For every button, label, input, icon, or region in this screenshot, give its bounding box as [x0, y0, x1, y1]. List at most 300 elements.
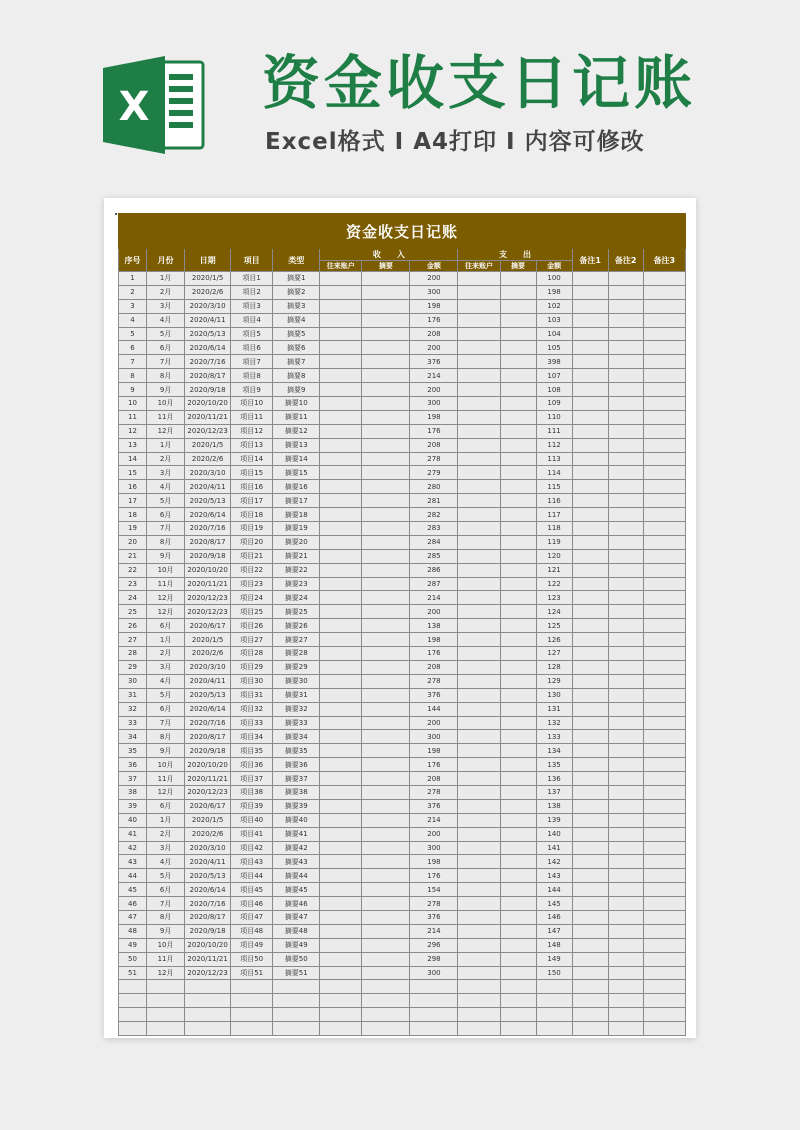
cell-expense-counterparty[interactable]: [458, 688, 500, 702]
cell-note1[interactable]: [572, 799, 608, 813]
cell-income-amount[interactable]: 283: [410, 522, 458, 536]
cell-date[interactable]: 2020/6/17: [185, 799, 231, 813]
cell-type[interactable]: 摘要20: [273, 535, 320, 549]
cell-note2[interactable]: [608, 341, 643, 355]
cell-note3[interactable]: [643, 813, 685, 827]
cell-expense-summary[interactable]: [500, 369, 536, 383]
cell-date[interactable]: 2020/3/10: [185, 299, 231, 313]
cell-date[interactable]: 2020/10/20: [185, 397, 231, 411]
cell-income-counterparty[interactable]: [320, 674, 362, 688]
cell-income-amount[interactable]: 376: [410, 910, 458, 924]
cell-type[interactable]: 摘要28: [273, 647, 320, 661]
cell-type[interactable]: 摘要11: [273, 410, 320, 424]
cell-note1[interactable]: [572, 480, 608, 494]
cell-expense-amount[interactable]: 145: [536, 897, 572, 911]
cell-project[interactable]: 项目24: [231, 591, 273, 605]
cell-type[interactable]: 摘要6: [273, 341, 320, 355]
cell-income-amount[interactable]: 376: [410, 799, 458, 813]
cell-seq[interactable]: 28: [119, 647, 147, 661]
cell-note3[interactable]: [643, 633, 685, 647]
cell-date[interactable]: 2020/6/14: [185, 508, 231, 522]
cell-type[interactable]: 摘要40: [273, 813, 320, 827]
cell-expense-amount[interactable]: 123: [536, 591, 572, 605]
cell-expense-amount[interactable]: 118: [536, 522, 572, 536]
cell-expense-counterparty[interactable]: [458, 591, 500, 605]
cell-seq[interactable]: 18: [119, 508, 147, 522]
cell-month[interactable]: 5月: [147, 869, 185, 883]
cell-type[interactable]: 摘要2: [273, 285, 320, 299]
cell-note3[interactable]: [643, 994, 685, 1008]
cell-seq[interactable]: [119, 980, 147, 994]
cell-date[interactable]: 2020/2/6: [185, 285, 231, 299]
cell-expense-counterparty[interactable]: [458, 855, 500, 869]
cell-note1[interactable]: [572, 952, 608, 966]
cell-expense-counterparty[interactable]: [458, 272, 500, 286]
cell-expense-amount[interactable]: 124: [536, 605, 572, 619]
cell-expense-amount[interactable]: 108: [536, 383, 572, 397]
cell-note3[interactable]: [643, 910, 685, 924]
cell-note1[interactable]: [572, 466, 608, 480]
cell-note1[interactable]: [572, 716, 608, 730]
cell-project[interactable]: 项目11: [231, 410, 273, 424]
cell-type[interactable]: 摘要27: [273, 633, 320, 647]
cell-type[interactable]: 摘要51: [273, 966, 320, 980]
cell-note1[interactable]: [572, 563, 608, 577]
cell-income-amount[interactable]: 278: [410, 785, 458, 799]
cell-seq[interactable]: 4: [119, 313, 147, 327]
cell-income-summary[interactable]: [362, 285, 410, 299]
cell-seq[interactable]: 50: [119, 952, 147, 966]
cell-seq[interactable]: 48: [119, 924, 147, 938]
cell-date[interactable]: 2020/11/21: [185, 772, 231, 786]
cell-expense-summary[interactable]: [500, 938, 536, 952]
cell-date[interactable]: 2020/5/13: [185, 688, 231, 702]
cell-income-counterparty[interactable]: [320, 397, 362, 411]
cell-expense-counterparty[interactable]: [458, 799, 500, 813]
cell-income-amount[interactable]: 300: [410, 841, 458, 855]
cell-income-amount[interactable]: 376: [410, 355, 458, 369]
cell-expense-amount[interactable]: 144: [536, 883, 572, 897]
cell-seq[interactable]: 21: [119, 549, 147, 563]
cell-income-summary[interactable]: [362, 938, 410, 952]
cell-expense-counterparty[interactable]: [458, 841, 500, 855]
cell-date[interactable]: 2020/1/5: [185, 438, 231, 452]
cell-seq[interactable]: 9: [119, 383, 147, 397]
cell-expense-counterparty[interactable]: [458, 563, 500, 577]
cell-date[interactable]: 2020/11/21: [185, 577, 231, 591]
cell-expense-summary[interactable]: [500, 355, 536, 369]
cell-expense-counterparty[interactable]: [458, 744, 500, 758]
cell-note2[interactable]: [608, 383, 643, 397]
cell-project[interactable]: 项目41: [231, 827, 273, 841]
cell-note1[interactable]: [572, 966, 608, 980]
cell-note2[interactable]: [608, 660, 643, 674]
cell-income-amount[interactable]: 176: [410, 647, 458, 661]
cell-date[interactable]: 2020/8/17: [185, 535, 231, 549]
cell-note3[interactable]: [643, 897, 685, 911]
cell-note2[interactable]: [608, 744, 643, 758]
cell-type[interactable]: 摘要31: [273, 688, 320, 702]
cell-income-amount[interactable]: 208: [410, 438, 458, 452]
cell-date[interactable]: 2020/8/17: [185, 910, 231, 924]
cell-project[interactable]: 项目1: [231, 272, 273, 286]
cell-note2[interactable]: [608, 688, 643, 702]
cell-note2[interactable]: [608, 327, 643, 341]
cell-expense-counterparty[interactable]: [458, 508, 500, 522]
cell-income-amount[interactable]: 286: [410, 563, 458, 577]
cell-type[interactable]: 摘要3: [273, 299, 320, 313]
cell-income-counterparty[interactable]: [320, 272, 362, 286]
cell-expense-counterparty[interactable]: [458, 813, 500, 827]
cell-expense-amount[interactable]: [536, 994, 572, 1008]
cell-income-counterparty[interactable]: [320, 730, 362, 744]
cell-expense-counterparty[interactable]: [458, 522, 500, 536]
cell-type[interactable]: 摘要4: [273, 313, 320, 327]
cell-project[interactable]: 项目18: [231, 508, 273, 522]
cell-project[interactable]: 项目27: [231, 633, 273, 647]
cell-expense-summary[interactable]: [500, 660, 536, 674]
cell-income-amount[interactable]: 296: [410, 938, 458, 952]
cell-expense-amount[interactable]: 128: [536, 660, 572, 674]
cell-income-summary[interactable]: [362, 994, 410, 1008]
cell-month[interactable]: 6月: [147, 341, 185, 355]
cell-month[interactable]: 3月: [147, 841, 185, 855]
cell-note1[interactable]: [572, 1022, 608, 1036]
cell-expense-amount[interactable]: 112: [536, 438, 572, 452]
cell-date[interactable]: 2020/1/5: [185, 633, 231, 647]
cell-expense-summary[interactable]: [500, 827, 536, 841]
cell-note1[interactable]: [572, 591, 608, 605]
cell-expense-counterparty[interactable]: [458, 952, 500, 966]
cell-income-summary[interactable]: [362, 827, 410, 841]
cell-income-counterparty[interactable]: [320, 424, 362, 438]
cell-note1[interactable]: [572, 744, 608, 758]
cell-expense-summary[interactable]: [500, 285, 536, 299]
cell-income-counterparty[interactable]: [320, 383, 362, 397]
cell-type[interactable]: [273, 1008, 320, 1022]
cell-income-amount[interactable]: 285: [410, 549, 458, 563]
cell-note3[interactable]: [643, 785, 685, 799]
cell-date[interactable]: 2020/1/5: [185, 272, 231, 286]
cell-type[interactable]: 摘要39: [273, 799, 320, 813]
cell-income-summary[interactable]: [362, 327, 410, 341]
cell-note1[interactable]: [572, 341, 608, 355]
cell-note3[interactable]: [643, 313, 685, 327]
cell-note3[interactable]: [643, 938, 685, 952]
cell-income-amount[interactable]: 198: [410, 744, 458, 758]
cell-note2[interactable]: [608, 619, 643, 633]
cell-note1[interactable]: [572, 938, 608, 952]
cell-project[interactable]: 项目33: [231, 716, 273, 730]
cell-date[interactable]: 2020/2/6: [185, 827, 231, 841]
cell-project[interactable]: 项目12: [231, 424, 273, 438]
cell-income-amount[interactable]: [410, 994, 458, 1008]
cell-income-summary[interactable]: [362, 591, 410, 605]
cell-type[interactable]: 摘要26: [273, 619, 320, 633]
cell-expense-amount[interactable]: 111: [536, 424, 572, 438]
cell-project[interactable]: 项目19: [231, 522, 273, 536]
cell-income-summary[interactable]: [362, 980, 410, 994]
cell-income-amount[interactable]: [410, 980, 458, 994]
cell-expense-counterparty[interactable]: [458, 299, 500, 313]
cell-date[interactable]: [185, 1008, 231, 1022]
cell-note2[interactable]: [608, 841, 643, 855]
cell-note2[interactable]: [608, 758, 643, 772]
cell-income-summary[interactable]: [362, 660, 410, 674]
cell-income-amount[interactable]: 214: [410, 813, 458, 827]
cell-note1[interactable]: [572, 772, 608, 786]
cell-income-summary[interactable]: [362, 619, 410, 633]
cell-income-amount[interactable]: 287: [410, 577, 458, 591]
cell-note2[interactable]: [608, 799, 643, 813]
cell-expense-counterparty[interactable]: [458, 397, 500, 411]
cell-note3[interactable]: [643, 730, 685, 744]
cell-expense-summary[interactable]: [500, 647, 536, 661]
cell-type[interactable]: 摘要29: [273, 660, 320, 674]
cell-income-summary[interactable]: [362, 966, 410, 980]
cell-note2[interactable]: [608, 1008, 643, 1022]
cell-note3[interactable]: [643, 1008, 685, 1022]
cell-expense-amount[interactable]: 122: [536, 577, 572, 591]
cell-date[interactable]: [185, 1022, 231, 1036]
cell-month[interactable]: 9月: [147, 924, 185, 938]
cell-project[interactable]: 项目47: [231, 910, 273, 924]
cell-seq[interactable]: 13: [119, 438, 147, 452]
cell-expense-summary[interactable]: [500, 772, 536, 786]
cell-expense-counterparty[interactable]: [458, 1008, 500, 1022]
cell-expense-amount[interactable]: 121: [536, 563, 572, 577]
cell-expense-summary[interactable]: [500, 522, 536, 536]
cell-expense-summary[interactable]: [500, 702, 536, 716]
cell-note3[interactable]: [643, 438, 685, 452]
cell-note3[interactable]: [643, 452, 685, 466]
cell-income-summary[interactable]: [362, 744, 410, 758]
cell-note1[interactable]: [572, 535, 608, 549]
cell-month[interactable]: 3月: [147, 466, 185, 480]
cell-income-summary[interactable]: [362, 508, 410, 522]
cell-month[interactable]: [147, 980, 185, 994]
cell-expense-summary[interactable]: [500, 452, 536, 466]
cell-date[interactable]: 2020/2/6: [185, 452, 231, 466]
cell-note2[interactable]: [608, 466, 643, 480]
cell-income-summary[interactable]: [362, 910, 410, 924]
cell-date[interactable]: 2020/9/18: [185, 744, 231, 758]
cell-note2[interactable]: [608, 494, 643, 508]
cell-income-summary[interactable]: [362, 397, 410, 411]
cell-month[interactable]: 6月: [147, 508, 185, 522]
cell-expense-amount[interactable]: 116: [536, 494, 572, 508]
cell-seq[interactable]: 37: [119, 772, 147, 786]
cell-income-summary[interactable]: [362, 299, 410, 313]
cell-note3[interactable]: [643, 494, 685, 508]
cell-date[interactable]: 2020/7/16: [185, 355, 231, 369]
cell-expense-summary[interactable]: [500, 869, 536, 883]
cell-date[interactable]: 2020/9/18: [185, 549, 231, 563]
cell-month[interactable]: 11月: [147, 772, 185, 786]
cell-month[interactable]: 10月: [147, 397, 185, 411]
cell-income-counterparty[interactable]: [320, 452, 362, 466]
cell-note3[interactable]: [643, 952, 685, 966]
cell-note1[interactable]: [572, 605, 608, 619]
cell-income-amount[interactable]: 154: [410, 883, 458, 897]
cell-expense-amount[interactable]: 104: [536, 327, 572, 341]
cell-note1[interactable]: [572, 397, 608, 411]
cell-note2[interactable]: [608, 508, 643, 522]
cell-seq[interactable]: 49: [119, 938, 147, 952]
cell-date[interactable]: 2020/7/16: [185, 716, 231, 730]
cell-income-summary[interactable]: [362, 383, 410, 397]
cell-type[interactable]: 摘要43: [273, 855, 320, 869]
cell-expense-counterparty[interactable]: [458, 994, 500, 1008]
cell-date[interactable]: 2020/12/23: [185, 424, 231, 438]
cell-income-amount[interactable]: 300: [410, 966, 458, 980]
cell-month[interactable]: 12月: [147, 966, 185, 980]
cell-type[interactable]: 摘要18: [273, 508, 320, 522]
cell-expense-summary[interactable]: [500, 619, 536, 633]
cell-expense-counterparty[interactable]: [458, 535, 500, 549]
cell-month[interactable]: 9月: [147, 383, 185, 397]
cell-expense-summary[interactable]: [500, 299, 536, 313]
cell-income-counterparty[interactable]: [320, 299, 362, 313]
cell-month[interactable]: 3月: [147, 299, 185, 313]
cell-note3[interactable]: [643, 369, 685, 383]
cell-project[interactable]: 项目15: [231, 466, 273, 480]
cell-income-counterparty[interactable]: [320, 508, 362, 522]
cell-type[interactable]: 摘要32: [273, 702, 320, 716]
cell-type[interactable]: 摘要49: [273, 938, 320, 952]
cell-project[interactable]: 项目16: [231, 480, 273, 494]
cell-date[interactable]: 2020/8/17: [185, 369, 231, 383]
cell-income-counterparty[interactable]: [320, 716, 362, 730]
cell-note2[interactable]: [608, 855, 643, 869]
cell-expense-counterparty[interactable]: [458, 910, 500, 924]
cell-project[interactable]: 项目9: [231, 383, 273, 397]
cell-expense-amount[interactable]: 119: [536, 535, 572, 549]
cell-note3[interactable]: [643, 674, 685, 688]
cell-note2[interactable]: [608, 827, 643, 841]
cell-note3[interactable]: [643, 466, 685, 480]
cell-project[interactable]: 项目20: [231, 535, 273, 549]
cell-month[interactable]: 11月: [147, 952, 185, 966]
cell-type[interactable]: 摘要22: [273, 563, 320, 577]
cell-project[interactable]: 项目14: [231, 452, 273, 466]
cell-income-counterparty[interactable]: [320, 313, 362, 327]
cell-expense-counterparty[interactable]: [458, 452, 500, 466]
cell-note1[interactable]: [572, 577, 608, 591]
cell-type[interactable]: 摘要8: [273, 369, 320, 383]
cell-income-amount[interactable]: 214: [410, 591, 458, 605]
cell-income-amount[interactable]: 200: [410, 383, 458, 397]
cell-note2[interactable]: [608, 369, 643, 383]
cell-month[interactable]: 1月: [147, 272, 185, 286]
cell-note3[interactable]: [643, 355, 685, 369]
cell-income-counterparty[interactable]: [320, 466, 362, 480]
cell-type[interactable]: [273, 994, 320, 1008]
cell-month[interactable]: 1月: [147, 633, 185, 647]
cell-seq[interactable]: 47: [119, 910, 147, 924]
cell-note3[interactable]: [643, 855, 685, 869]
cell-seq[interactable]: 41: [119, 827, 147, 841]
cell-project[interactable]: 项目32: [231, 702, 273, 716]
cell-note2[interactable]: [608, 910, 643, 924]
cell-expense-summary[interactable]: [500, 897, 536, 911]
cell-note2[interactable]: [608, 869, 643, 883]
cell-date[interactable]: 2020/3/10: [185, 660, 231, 674]
cell-expense-summary[interactable]: [500, 883, 536, 897]
cell-income-amount[interactable]: 214: [410, 924, 458, 938]
cell-expense-counterparty[interactable]: [458, 702, 500, 716]
cell-note2[interactable]: [608, 397, 643, 411]
cell-type[interactable]: 摘要50: [273, 952, 320, 966]
cell-date[interactable]: [185, 980, 231, 994]
cell-note2[interactable]: [608, 591, 643, 605]
cell-expense-amount[interactable]: 143: [536, 869, 572, 883]
cell-note3[interactable]: [643, 508, 685, 522]
cell-income-amount[interactable]: 176: [410, 424, 458, 438]
cell-income-summary[interactable]: [362, 494, 410, 508]
cell-expense-amount[interactable]: 146: [536, 910, 572, 924]
cell-date[interactable]: 2020/8/17: [185, 730, 231, 744]
cell-project[interactable]: 项目38: [231, 785, 273, 799]
cell-note1[interactable]: [572, 702, 608, 716]
cell-income-counterparty[interactable]: [320, 577, 362, 591]
cell-month[interactable]: 3月: [147, 660, 185, 674]
cell-expense-summary[interactable]: [500, 549, 536, 563]
cell-income-counterparty[interactable]: [320, 1022, 362, 1036]
cell-income-summary[interactable]: [362, 716, 410, 730]
cell-project[interactable]: 项目40: [231, 813, 273, 827]
cell-note2[interactable]: [608, 674, 643, 688]
cell-note3[interactable]: [643, 1022, 685, 1036]
cell-expense-amount[interactable]: 120: [536, 549, 572, 563]
cell-date[interactable]: [185, 994, 231, 1008]
cell-seq[interactable]: 22: [119, 563, 147, 577]
cell-type[interactable]: 摘要1: [273, 272, 320, 286]
cell-expense-counterparty[interactable]: [458, 785, 500, 799]
cell-project[interactable]: 项目31: [231, 688, 273, 702]
cell-type[interactable]: 摘要14: [273, 452, 320, 466]
cell-date[interactable]: 2020/7/16: [185, 522, 231, 536]
cell-expense-counterparty[interactable]: [458, 369, 500, 383]
cell-type[interactable]: 摘要15: [273, 466, 320, 480]
cell-month[interactable]: 6月: [147, 619, 185, 633]
cell-month[interactable]: 5月: [147, 327, 185, 341]
cell-expense-summary[interactable]: [500, 730, 536, 744]
cell-month[interactable]: [147, 994, 185, 1008]
cell-income-summary[interactable]: [362, 799, 410, 813]
cell-expense-summary[interactable]: [500, 744, 536, 758]
cell-expense-amount[interactable]: [536, 1008, 572, 1022]
cell-expense-summary[interactable]: [500, 327, 536, 341]
cell-expense-counterparty[interactable]: [458, 938, 500, 952]
cell-expense-amount[interactable]: 135: [536, 758, 572, 772]
cell-income-summary[interactable]: [362, 647, 410, 661]
cell-expense-amount[interactable]: 150: [536, 966, 572, 980]
cell-income-counterparty[interactable]: [320, 660, 362, 674]
cell-income-amount[interactable]: 278: [410, 674, 458, 688]
cell-type[interactable]: 摘要33: [273, 716, 320, 730]
cell-income-counterparty[interactable]: [320, 841, 362, 855]
cell-expense-amount[interactable]: 130: [536, 688, 572, 702]
cell-income-summary[interactable]: [362, 758, 410, 772]
cell-income-counterparty[interactable]: [320, 966, 362, 980]
cell-seq[interactable]: 12: [119, 424, 147, 438]
cell-income-amount[interactable]: 279: [410, 466, 458, 480]
cell-note2[interactable]: [608, 605, 643, 619]
cell-note3[interactable]: [643, 327, 685, 341]
cell-project[interactable]: 项目4: [231, 313, 273, 327]
cell-type[interactable]: 摘要44: [273, 869, 320, 883]
